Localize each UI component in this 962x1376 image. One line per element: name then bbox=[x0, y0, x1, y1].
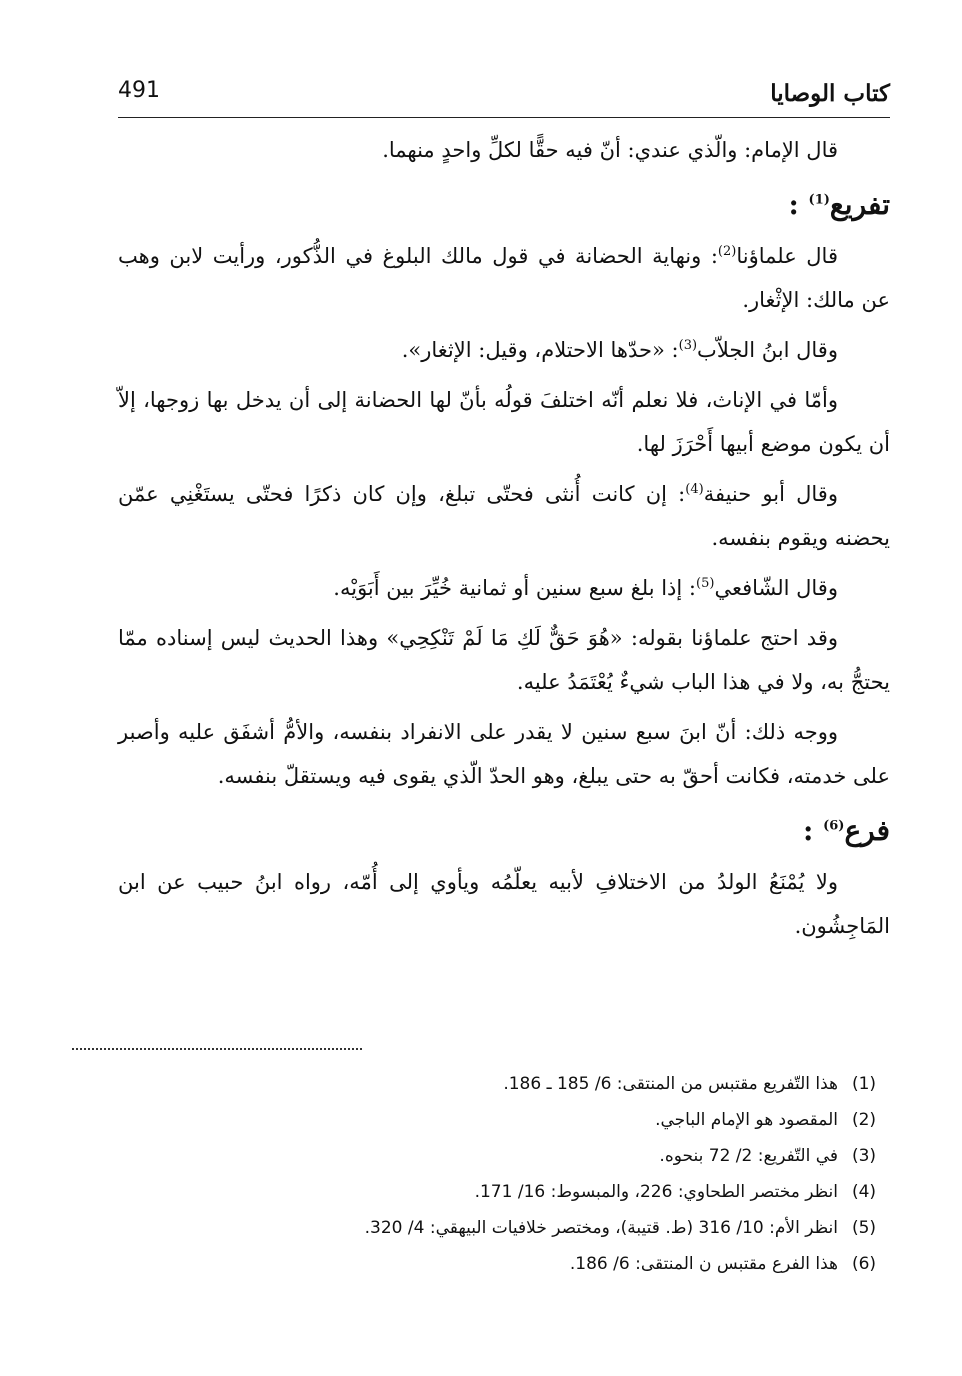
heading-tafri: تفريع$^{(1)}$ : bbox=[788, 188, 890, 221]
running-header bbox=[118, 72, 890, 118]
footnote-ref-1[interactable]: (1) bbox=[808, 192, 830, 208]
paragraph-ibn-jallab: وقال ابنُ الجلاّب$^{(3)}$: «حدّها الاحتلام، وقيل: الإثغار». bbox=[401, 338, 838, 362]
footnote-ref-6[interactable]: (6) bbox=[823, 818, 845, 834]
footnote-ref-4[interactable]: (4) bbox=[685, 482, 704, 497]
footnote-item: (5) انظر الأم: 10/ 316 (ط. قتيبة)، ومختصر خلافيات البيهقي: 4/ 320. bbox=[364, 1218, 877, 1238]
page-number: 491 bbox=[118, 78, 160, 103]
footnote-item: (6) هذا الفرع مقتبس ن المنتقى: 6/ 186. bbox=[569, 1254, 877, 1274]
main-text bbox=[118, 128, 890, 954]
footnote-item: (3) في التّفريع: 2/ 72 بنحوه. bbox=[659, 1146, 877, 1166]
paragraph-reasoning: ووجه ذلك: أنّ ابنَ سبع سنين لا يقدر على الانفراد بنفسه، والأمُّ أشفَق عليه وأصبر على خدمته، فكانت أحقّ به حتى يبلغ، وهو الحدّ الّذي يقوى فيه ويستقلّ بنفسه. bbox=[118, 720, 890, 788]
footnotes bbox=[118, 1066, 890, 1282]
footnote-separator bbox=[72, 1048, 362, 1050]
footnote-item: (4) انظر مختصر الطحاوي: 226، والمبسوط: 16/ 171. bbox=[474, 1182, 877, 1202]
paragraph-shafii: وقال الشّافعي$^{(5)}$: إذا بلغ سبع سنين أو ثمانية خُيِّرَ بين أَبَوَيْه. bbox=[333, 576, 838, 600]
paragraph-hadith: وقد احتج علماؤنا بقوله: «هُوَ حَقٌّ لَكِ مَا لَمْ تَنْكِحِي» وهذا الحديث ليس إسناده ممّا يحتجُّ به، ولا في هذا الباب شيءٌ يُعْتَمَدُ عليه. bbox=[118, 626, 890, 694]
footnote-ref-3[interactable]: (3) bbox=[678, 338, 698, 353]
footnote-ref-5[interactable]: (5) bbox=[696, 576, 715, 591]
paragraph-child: ولا يُمْنَعُ الولدُ من الاختلافِ لأبيه يعلّمُه ويأوي إلى أُمّه، رواه ابنُ حبيب عن ابن المَاجِشُون. bbox=[118, 870, 890, 938]
paragraph-abu-hanifa: وقال أبو حنيفة$^{(4)}$: إن كانت أُنثى فحتّى تبلغ، وإن كان ذكرًا فحتّى يستَغْنِي عمّن يحضنه ويقوم بنفسه. bbox=[118, 482, 890, 550]
heading-far: فرع$^{(6)}$ : bbox=[803, 814, 890, 847]
paragraph-females: وأمّا في الإناث، فلا نعلم أنّه اختلفَ قولُه بأنّ لها الحضانة إلى أن يدخل بها زوجها، إلاّ أن يكون موضع أبيها أَحْرَزَ لها. bbox=[118, 388, 890, 456]
paragraph-ulama: قال علماؤنا$^{(2)}$: ونهاية الحضانة في قول مالك البلوغ في الذُّكور، ورأيت لابن وهب عن مالك: الإثْغار. bbox=[118, 244, 890, 312]
footnote-ref-2[interactable]: (2) bbox=[717, 244, 737, 259]
footnote-item: (1) هذا التّفريع مقتبس من المنتقى: 6/ 185 ـ 186. bbox=[503, 1074, 877, 1094]
header-rule bbox=[118, 117, 890, 118]
paragraph-imam-opinion: قال الإمام: والّذي عندي: أنّ فيه حقًّا لكلِّ واحدٍ منهما. bbox=[382, 138, 838, 162]
footnote-item: (2) المقصود هو الإمام الباجي. bbox=[655, 1110, 877, 1130]
chapter-title: كتاب الوصايا bbox=[770, 80, 890, 107]
